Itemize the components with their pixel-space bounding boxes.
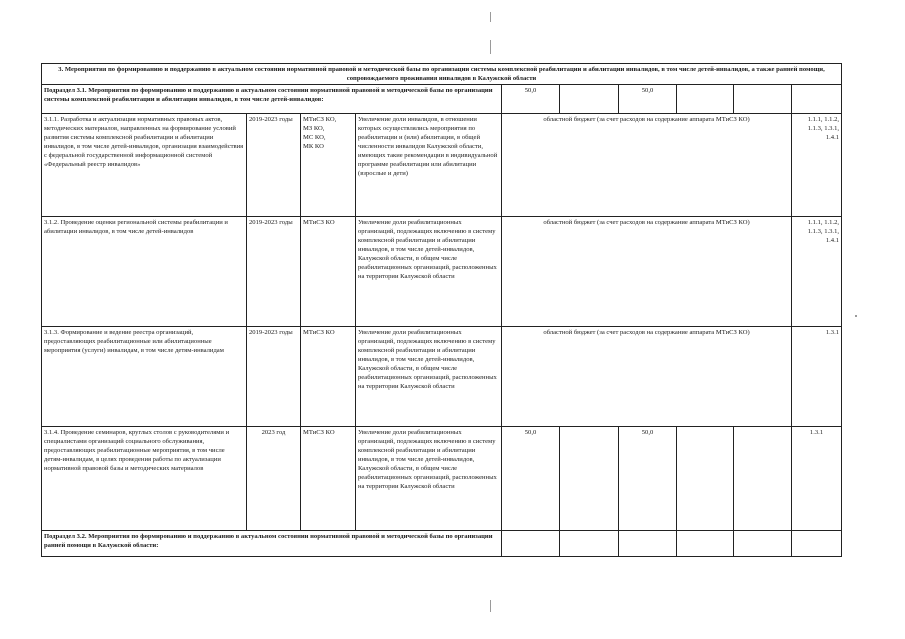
scan-mark: [490, 12, 491, 22]
measure-indicators: 1.1.1, 1.1.2, 1.1.3, 1.3.1, 1.4.1: [792, 114, 842, 217]
measure-name: 3.1.4. Проведение семинаров, круглых столов с руководителями и специалистами организаций социального обслуживания, предоставляющих реабилитационные мероприятия, в том числе детям-инвалидам, в целях проведения работы по актуализации нормативной правовой базы и методических материалов: [42, 427, 247, 531]
measure-result: Увеличение доли реабилитационных организаций, подлежащих включению в систему комплексной реабилитации и абилитации инвалидов, в том числе детей-инвалидов, Калужской области, в общем числе реабилитационных организаций, расположенных на территории Калужской области: [356, 217, 502, 327]
subsection-31-title: Подраздел 3.1. Мероприятия по формированию и поддержанию в актуальном состоянии нормативной правовой и методической базы по организации системы комплексной реабилитации и абилитации инвалидов, в том числе детей-инвалидов:: [42, 85, 502, 114]
measure-funding: областной бюджет (за счет расходов на содержание аппарата МТиСЗ КО): [502, 327, 792, 427]
empty-cell: [734, 427, 792, 531]
scan-mark: [855, 315, 857, 317]
executor: МТиСЗ КО: [303, 429, 335, 436]
empty-cell: [734, 85, 792, 114]
measure-indicators: 1.3.1: [792, 427, 842, 531]
measure-period: 2019-2023 годы: [247, 217, 301, 327]
measure-total-2023: 50,0: [619, 427, 677, 531]
measure-name: 3.1.2. Проведение оценки региональной системы реабилитации и абилитации инвалидов, в том числе детей-инвалидов: [42, 217, 247, 327]
empty-cell: [677, 531, 734, 557]
empty-cell: [677, 427, 734, 531]
empty-cell: [619, 531, 677, 557]
empty-cell: [677, 85, 734, 114]
scan-mark: [490, 600, 491, 612]
measure-indicators: 1.1.1, 1.1.2, 1.1.3, 1.3.1, 1.4.1: [792, 217, 842, 327]
measure-executors: [301, 327, 356, 427]
empty-cell: [792, 85, 842, 114]
table-row: [42, 217, 842, 327]
measure-executors: [301, 114, 356, 217]
measure-executors: [301, 217, 356, 327]
measure-result: Увеличение доли инвалидов, в отношении которых осуществлялись мероприятия по реабилитации и (или) абилитации, в общей численности инвалидов Калужской области, имеющих такие рекомендации в индивидуальной программе реабилитации или абилитации (взрослые и дети): [356, 114, 502, 217]
table-row: [42, 114, 842, 217]
measure-result: Увеличение доли реабилитационных организаций, подлежащих включению в систему комплексной реабилитации и абилитации инвалидов, в том числе детей-инвалидов, Калужской области, в общем числе реабилитационных организаций, расположенных на территории Калужской области: [356, 327, 502, 427]
subsection-31-total: 50,0: [502, 85, 560, 114]
measure-name: 3.1.3. Формирование и ведение реестра организаций, предоставляющих реабилитационные или абилитационные мероприятия (услуги) инвалидам, в том числе детям-инвалидам: [42, 327, 247, 427]
measure-period: 2019-2023 годы: [247, 114, 301, 217]
subsection-32-title: Подраздел 3.2. Мероприятия по формированию и поддержанию в актуальном состоянии нормативной правовой и методической базы по организации ранней помощи в Калужской области:: [42, 531, 502, 557]
empty-cell: [502, 531, 560, 557]
table-row: [42, 327, 842, 427]
measure-funding: областной бюджет (за счет расходов на содержание аппарата МТиСЗ КО): [502, 114, 792, 217]
subsection-31-total-2023: 50,0: [619, 85, 677, 114]
measure-funding: областной бюджет (за счет расходов на содержание аппарата МТиСЗ КО): [502, 217, 792, 327]
measure-period: 2023 год: [247, 427, 301, 531]
section-title: 3. Мероприятия по формированию и поддержанию в актуальном состоянии нормативной правовой и методической базы по организации системы комплексной реабилитации и абилитации инвалидов, в том числе детей-инвалидов, а также ранней помощи, сопровождаемого проживания инвалидов в Калужской области: [42, 64, 842, 85]
executor: МК КО: [303, 143, 324, 150]
subsection-32-row: [42, 531, 842, 557]
empty-cell: [560, 85, 619, 114]
executor: МС КО,: [303, 134, 326, 141]
table-row: [42, 427, 842, 531]
measure-result: Увеличение доли реабилитационных организаций, подлежащих включению в систему комплексной реабилитации и абилитации инвалидов, в том числе детей-инвалидов, Калужской области, в общем числе реабилитационных организаций, расположенных на территории Калужской области: [356, 427, 502, 531]
scan-mark: [490, 40, 491, 54]
measure-name: 3.1.1. Разработка и актуализация нормативных правовых актов, методических материалов, направленных на формирование условий развития системы комплексной реабилитации и абилитации инвалидов, в том числе детей-инвалидов, организация взаимодействия с федеральной государственной информационной системой «Федеральный реестр инвалидов»: [42, 114, 247, 217]
empty-cell: [734, 531, 792, 557]
measure-total: 50,0: [502, 427, 560, 531]
executor: МТиСЗ КО: [303, 219, 335, 226]
executor: МТиСЗ КО,: [303, 116, 337, 123]
empty-cell: [560, 531, 619, 557]
section-header-row: [42, 64, 842, 85]
measure-executors: [301, 427, 356, 531]
empty-cell: [792, 531, 842, 557]
executor: МТиСЗ КО: [303, 329, 335, 336]
measure-indicators: 1.3.1: [792, 327, 842, 427]
measures-table: [41, 63, 842, 557]
empty-cell: [560, 427, 619, 531]
executor: МЗ КО,: [303, 125, 325, 132]
subsection-31-row: [42, 85, 842, 114]
measure-period: 2019-2023 годы: [247, 327, 301, 427]
